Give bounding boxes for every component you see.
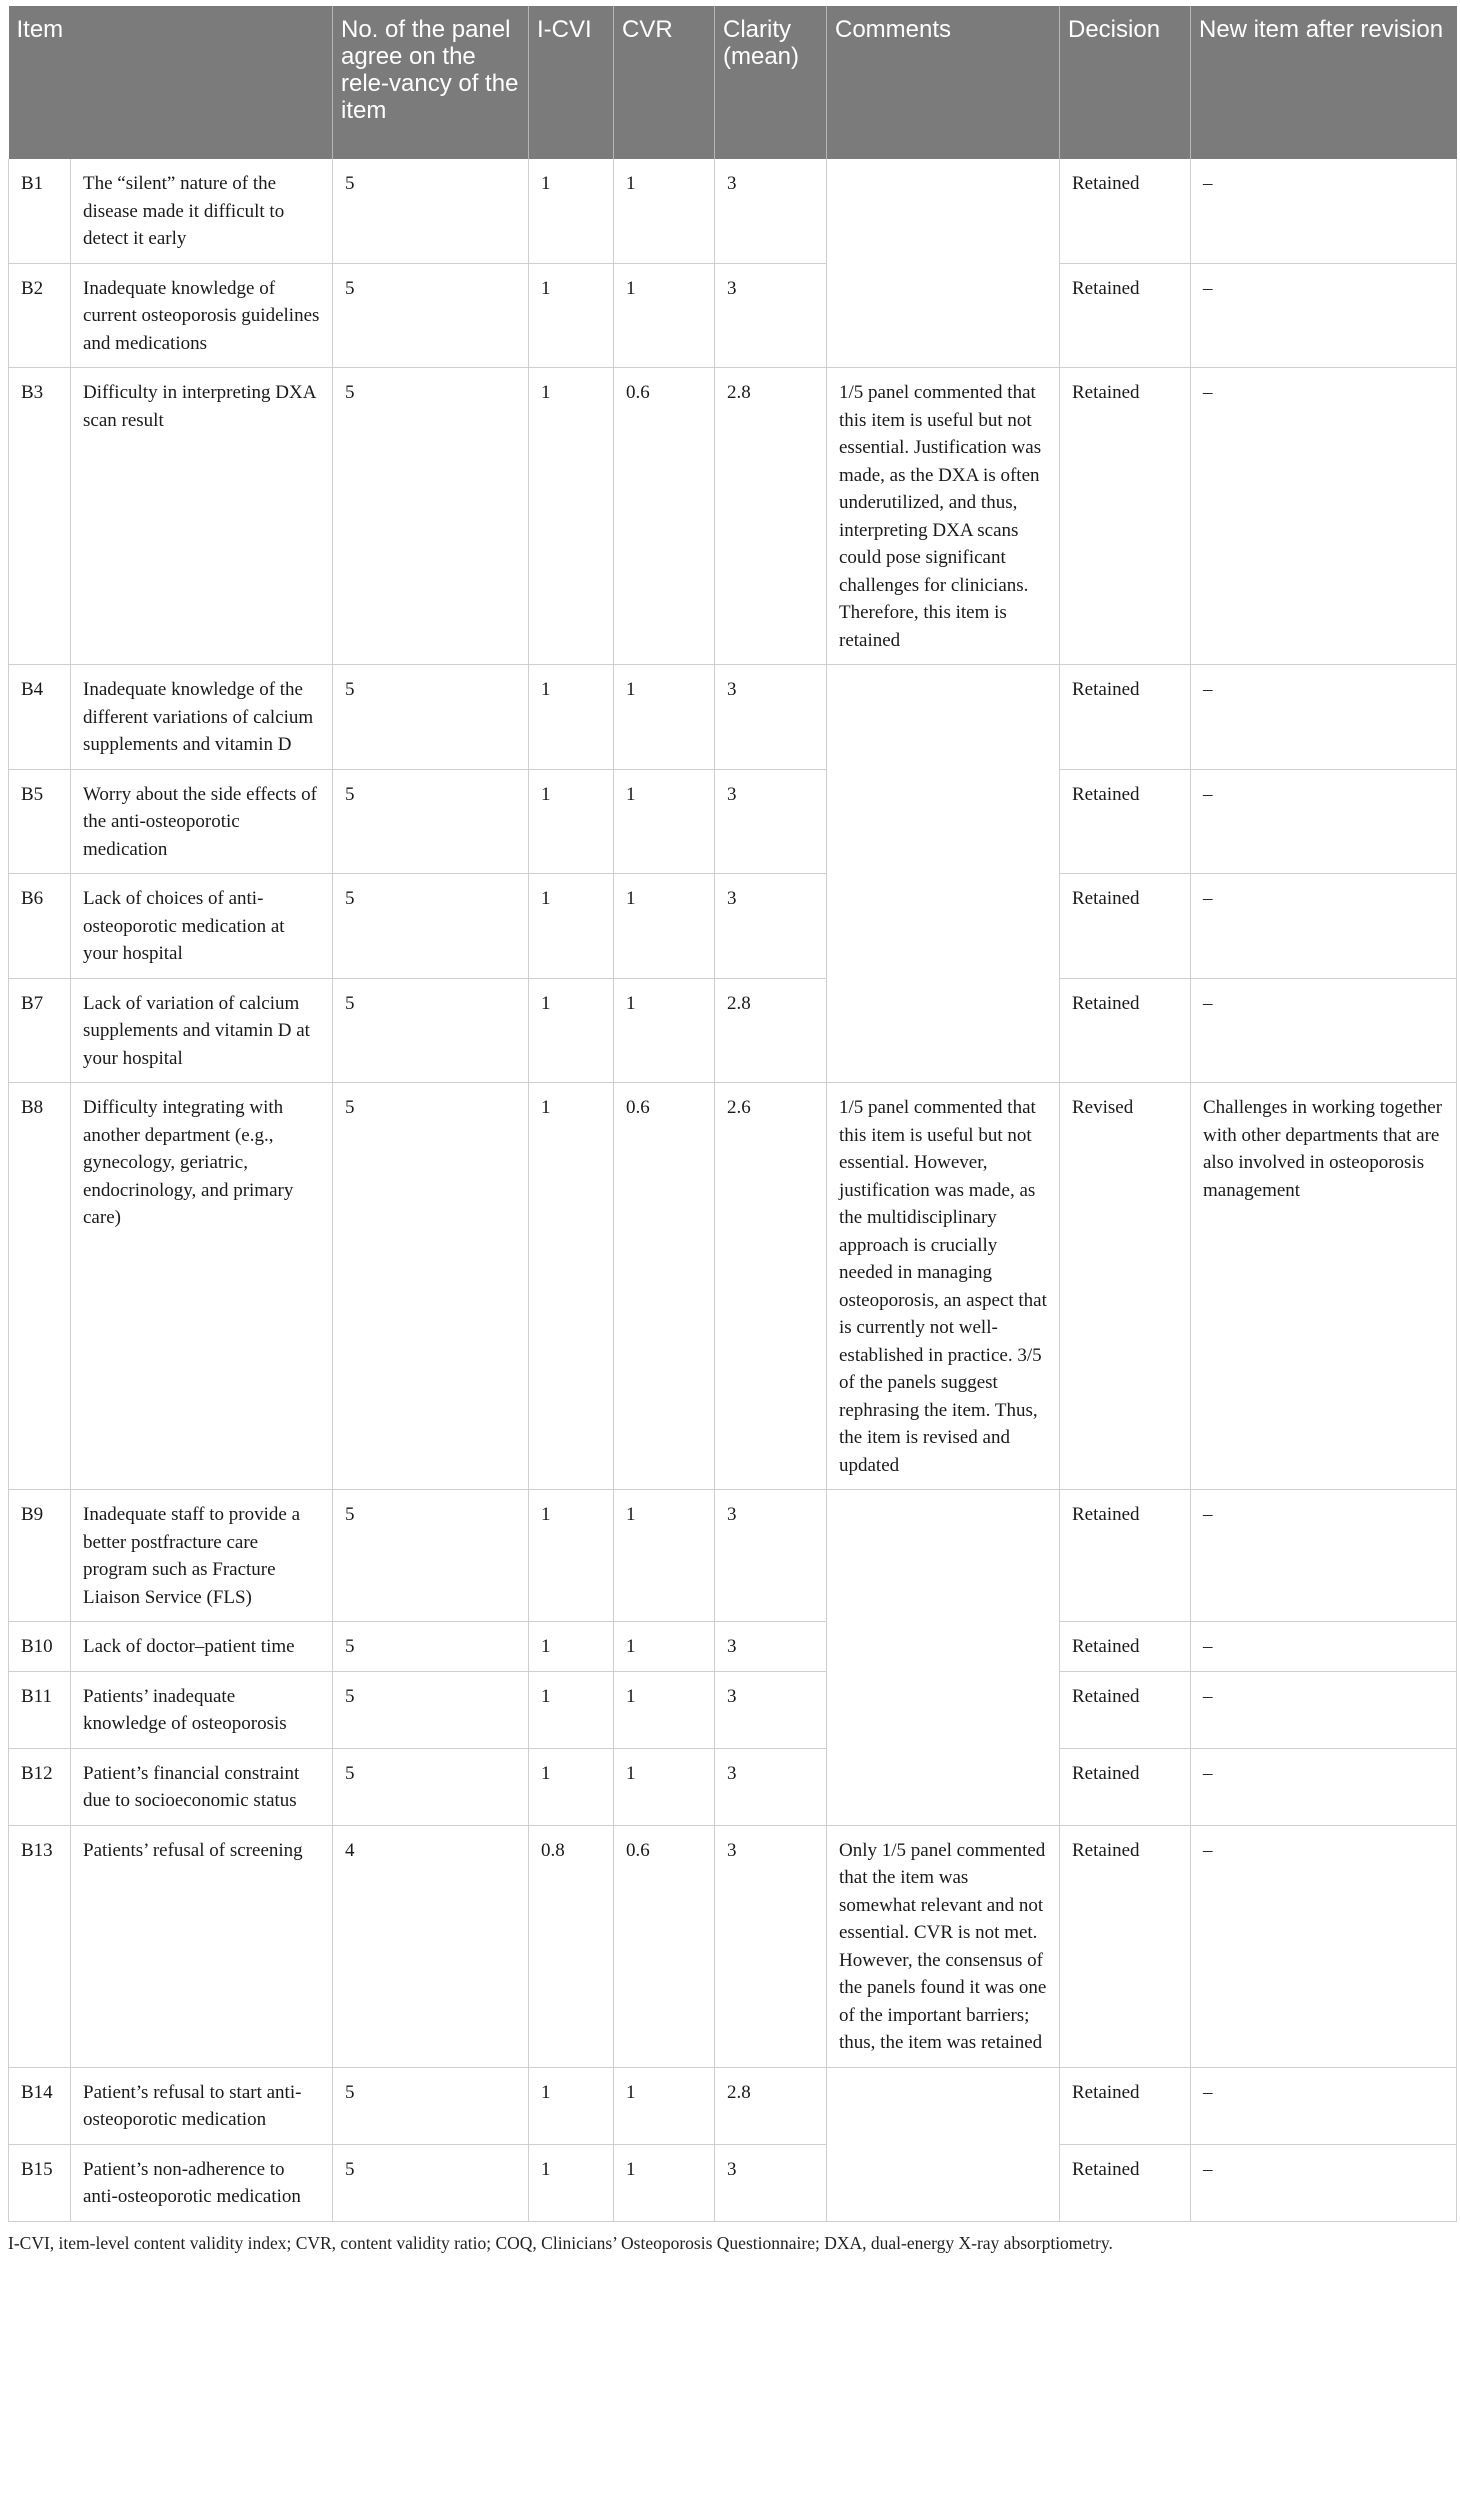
item-text: Inadequate knowledge of current osteoporosis guidelines and medications xyxy=(71,263,333,368)
table-row xyxy=(9,1825,1457,2067)
clarity-value: 3 xyxy=(715,159,827,263)
table-footnote: I-CVI, item-level content validity index; CVR, content validity ratio; COQ, Clinicians’ Osteoporosis Questionnaire; DXA, dual-energy X-ray absorptiometry. xyxy=(8,2232,1113,2253)
item-text: Lack of choices of anti-osteoporotic medication at your hospital xyxy=(71,874,333,979)
new-item-value: – xyxy=(1191,665,1457,770)
icvi-value: 1 xyxy=(529,769,614,874)
comment-cell-empty xyxy=(827,2067,1060,2144)
decision-value: Retained xyxy=(1060,1622,1191,1672)
new-item-value: – xyxy=(1191,978,1457,1083)
agree-count: 5 xyxy=(333,2144,529,2221)
decision-value: Retained xyxy=(1060,2144,1191,2221)
clarity-value: 3 xyxy=(715,2144,827,2221)
table-row xyxy=(9,874,1457,979)
item-text: Patient’s non-adherence to anti-osteoporotic medication xyxy=(71,2144,333,2221)
comment-cell-empty xyxy=(827,2144,1060,2221)
cvr-value: 1 xyxy=(614,159,715,263)
cvr-value: 1 xyxy=(614,1748,715,1825)
cvr-value: 1 xyxy=(614,978,715,1083)
clarity-value: 2.8 xyxy=(715,978,827,1083)
item-id: B3 xyxy=(9,368,71,665)
decision-value: Retained xyxy=(1060,1671,1191,1748)
table-row xyxy=(9,769,1457,874)
item-id: B10 xyxy=(9,1622,71,1672)
comment-cell-empty xyxy=(827,978,1060,1083)
header-new-item: New item after revision xyxy=(1191,6,1457,159)
header-comments: Comments xyxy=(827,6,1060,159)
item-text: Patients’ refusal of screening xyxy=(71,1825,333,2067)
clarity-value: 3 xyxy=(715,1748,827,1825)
comment-cell: Only 1/5 panel commented that the item was somewhat relevant and not essential. CVR is not met. However, the consensus of the panels found it was one of the important barriers; thus, the item was retained xyxy=(827,1825,1060,2067)
table-row xyxy=(9,159,1457,263)
new-item-value: – xyxy=(1191,263,1457,368)
cvr-value: 1 xyxy=(614,874,715,979)
comment-cell: 1/5 panel commented that this item is useful but not essential. However, justification was made, as the multidisciplinary approach is crucially needed in managing osteoporosis, an aspect that is currently not well-established in practice. 3/5 of the panels suggest rephrasing the item. Thus, the item is revised and updated xyxy=(827,1083,1060,1490)
cvr-value: 1 xyxy=(614,1490,715,1622)
agree-count: 5 xyxy=(333,368,529,665)
table-row xyxy=(9,1671,1457,1748)
clarity-value: 3 xyxy=(715,874,827,979)
item-text: Difficulty in interpreting DXA scan result xyxy=(71,368,333,665)
item-id: B12 xyxy=(9,1748,71,1825)
table-row xyxy=(9,665,1457,770)
new-item-value: – xyxy=(1191,1825,1457,2067)
cvr-value: 0.6 xyxy=(614,1825,715,2067)
item-text: Lack of variation of calcium supplements and vitamin D at your hospital xyxy=(71,978,333,1083)
table-row xyxy=(9,1748,1457,1825)
table-row xyxy=(9,978,1457,1083)
table-body xyxy=(9,159,1457,2221)
icvi-value: 1 xyxy=(529,368,614,665)
clarity-value: 3 xyxy=(715,1825,827,2067)
new-item-value: – xyxy=(1191,1671,1457,1748)
item-id: B15 xyxy=(9,2144,71,2221)
item-id: B4 xyxy=(9,665,71,770)
table-container xyxy=(8,6,1460,2255)
cvr-value: 1 xyxy=(614,1671,715,1748)
clarity-value: 3 xyxy=(715,769,827,874)
item-id: B6 xyxy=(9,874,71,979)
comment-cell-empty xyxy=(827,665,1060,770)
header-decision: Decision xyxy=(1060,6,1191,159)
table-row xyxy=(9,1083,1457,1490)
content-validity-table xyxy=(8,6,1457,2222)
table-row xyxy=(9,263,1457,368)
icvi-value: 1 xyxy=(529,978,614,1083)
clarity-value: 3 xyxy=(715,1622,827,1672)
comment-cell-empty xyxy=(827,769,1060,874)
clarity-value: 2.8 xyxy=(715,2067,827,2144)
agree-count: 5 xyxy=(333,978,529,1083)
item-id: B8 xyxy=(9,1083,71,1490)
header-clarity: Clarity (mean) xyxy=(715,6,827,159)
clarity-value: 3 xyxy=(715,665,827,770)
decision-value: Retained xyxy=(1060,1825,1191,2067)
icvi-value: 1 xyxy=(529,665,614,770)
new-item-value: – xyxy=(1191,874,1457,979)
icvi-value: 1 xyxy=(529,1748,614,1825)
item-id: B9 xyxy=(9,1490,71,1622)
comment-cell-empty xyxy=(827,263,1060,368)
comment-cell-empty xyxy=(827,1490,1060,1622)
clarity-value: 3 xyxy=(715,263,827,368)
decision-value: Retained xyxy=(1060,665,1191,770)
decision-value: Retained xyxy=(1060,978,1191,1083)
cvr-value: 1 xyxy=(614,2067,715,2144)
decision-value: Retained xyxy=(1060,769,1191,874)
agree-count: 5 xyxy=(333,769,529,874)
item-id: B7 xyxy=(9,978,71,1083)
clarity-value: 3 xyxy=(715,1490,827,1622)
icvi-value: 1 xyxy=(529,2144,614,2221)
agree-count: 5 xyxy=(333,1622,529,1672)
icvi-value: 1 xyxy=(529,1083,614,1490)
header-agree: No. of the panel agree on the rele-vancy of the item xyxy=(333,6,529,159)
item-text: Worry about the side effects of the anti-osteoporotic medication xyxy=(71,769,333,874)
new-item-value: – xyxy=(1191,368,1457,665)
table-row xyxy=(9,368,1457,665)
clarity-value: 2.6 xyxy=(715,1083,827,1490)
item-text: Lack of doctor–patient time xyxy=(71,1622,333,1672)
cvr-value: 0.6 xyxy=(614,368,715,665)
table-header xyxy=(9,6,1457,159)
decision-value: Retained xyxy=(1060,159,1191,263)
agree-count: 5 xyxy=(333,665,529,770)
decision-value: Retained xyxy=(1060,263,1191,368)
table-row xyxy=(9,1622,1457,1672)
item-text: Patient’s financial constraint due to socioeconomic status xyxy=(71,1748,333,1825)
comment-cell-empty xyxy=(827,1671,1060,1748)
comment-cell: 1/5 panel commented that this item is useful but not essential. Justification was made, as the DXA is often underutilized, and thus, interpreting DXA scans could pose significant challenges for clinicians. Therefore, this item is retained xyxy=(827,368,1060,665)
decision-value: Retained xyxy=(1060,1748,1191,1825)
item-text: Inadequate staff to provide a better postfracture care program such as Fracture Liaison Service (FLS) xyxy=(71,1490,333,1622)
new-item-value: – xyxy=(1191,1748,1457,1825)
agree-count: 5 xyxy=(333,1748,529,1825)
item-id: B11 xyxy=(9,1671,71,1748)
decision-value: Retained xyxy=(1060,1490,1191,1622)
new-item-value: – xyxy=(1191,2067,1457,2144)
icvi-value: 1 xyxy=(529,2067,614,2144)
table-row xyxy=(9,2067,1457,2144)
item-text: Patients’ inadequate knowledge of osteoporosis xyxy=(71,1671,333,1748)
icvi-value: 1 xyxy=(529,1671,614,1748)
comment-cell-empty xyxy=(827,874,1060,979)
icvi-value: 1 xyxy=(529,1622,614,1672)
agree-count: 5 xyxy=(333,1083,529,1490)
header-icvi: I-CVI xyxy=(529,6,614,159)
icvi-value: 1 xyxy=(529,263,614,368)
clarity-value: 2.8 xyxy=(715,368,827,665)
decision-value: Retained xyxy=(1060,2067,1191,2144)
cvr-value: 1 xyxy=(614,263,715,368)
comment-cell-empty xyxy=(827,159,1060,263)
agree-count: 5 xyxy=(333,2067,529,2144)
agree-count: 4 xyxy=(333,1825,529,2067)
comment-cell-empty xyxy=(827,1622,1060,1672)
cvr-value: 0.6 xyxy=(614,1083,715,1490)
new-item-value: – xyxy=(1191,769,1457,874)
decision-value: Retained xyxy=(1060,874,1191,979)
item-text: Difficulty integrating with another department (e.g., gynecology, geriatric, endocrinology, and primary care) xyxy=(71,1083,333,1490)
icvi-value: 1 xyxy=(529,1490,614,1622)
header-cvr: CVR xyxy=(614,6,715,159)
new-item-value: – xyxy=(1191,2144,1457,2221)
agree-count: 5 xyxy=(333,874,529,979)
item-id: B1 xyxy=(9,159,71,263)
new-item-value: – xyxy=(1191,1490,1457,1622)
item-text: Patient’s refusal to start anti-osteoporotic medication xyxy=(71,2067,333,2144)
item-text: The “silent” nature of the disease made it difficult to detect it early xyxy=(71,159,333,263)
cvr-value: 1 xyxy=(614,1622,715,1672)
icvi-value: 0.8 xyxy=(529,1825,614,2067)
table-row xyxy=(9,2144,1457,2221)
table-row xyxy=(9,1490,1457,1622)
agree-count: 5 xyxy=(333,1490,529,1622)
item-text: Inadequate knowledge of the different variations of calcium supplements and vitamin D xyxy=(71,665,333,770)
item-id: B5 xyxy=(9,769,71,874)
new-item-value: – xyxy=(1191,159,1457,263)
comment-cell-empty xyxy=(827,1748,1060,1825)
agree-count: 5 xyxy=(333,1671,529,1748)
cvr-value: 1 xyxy=(614,665,715,770)
agree-count: 5 xyxy=(333,263,529,368)
icvi-value: 1 xyxy=(529,159,614,263)
item-id: B13 xyxy=(9,1825,71,2067)
item-id: B14 xyxy=(9,2067,71,2144)
agree-count: 5 xyxy=(333,159,529,263)
item-id: B2 xyxy=(9,263,71,368)
decision-value: Retained xyxy=(1060,368,1191,665)
new-item-value: – xyxy=(1191,1622,1457,1672)
decision-value: Revised xyxy=(1060,1083,1191,1490)
clarity-value: 3 xyxy=(715,1671,827,1748)
icvi-value: 1 xyxy=(529,874,614,979)
header-item: Item xyxy=(9,6,333,159)
new-item-value: Challenges in working together with other departments that are also involved in osteoporosis management xyxy=(1191,1083,1457,1490)
cvr-value: 1 xyxy=(614,769,715,874)
cvr-value: 1 xyxy=(614,2144,715,2221)
